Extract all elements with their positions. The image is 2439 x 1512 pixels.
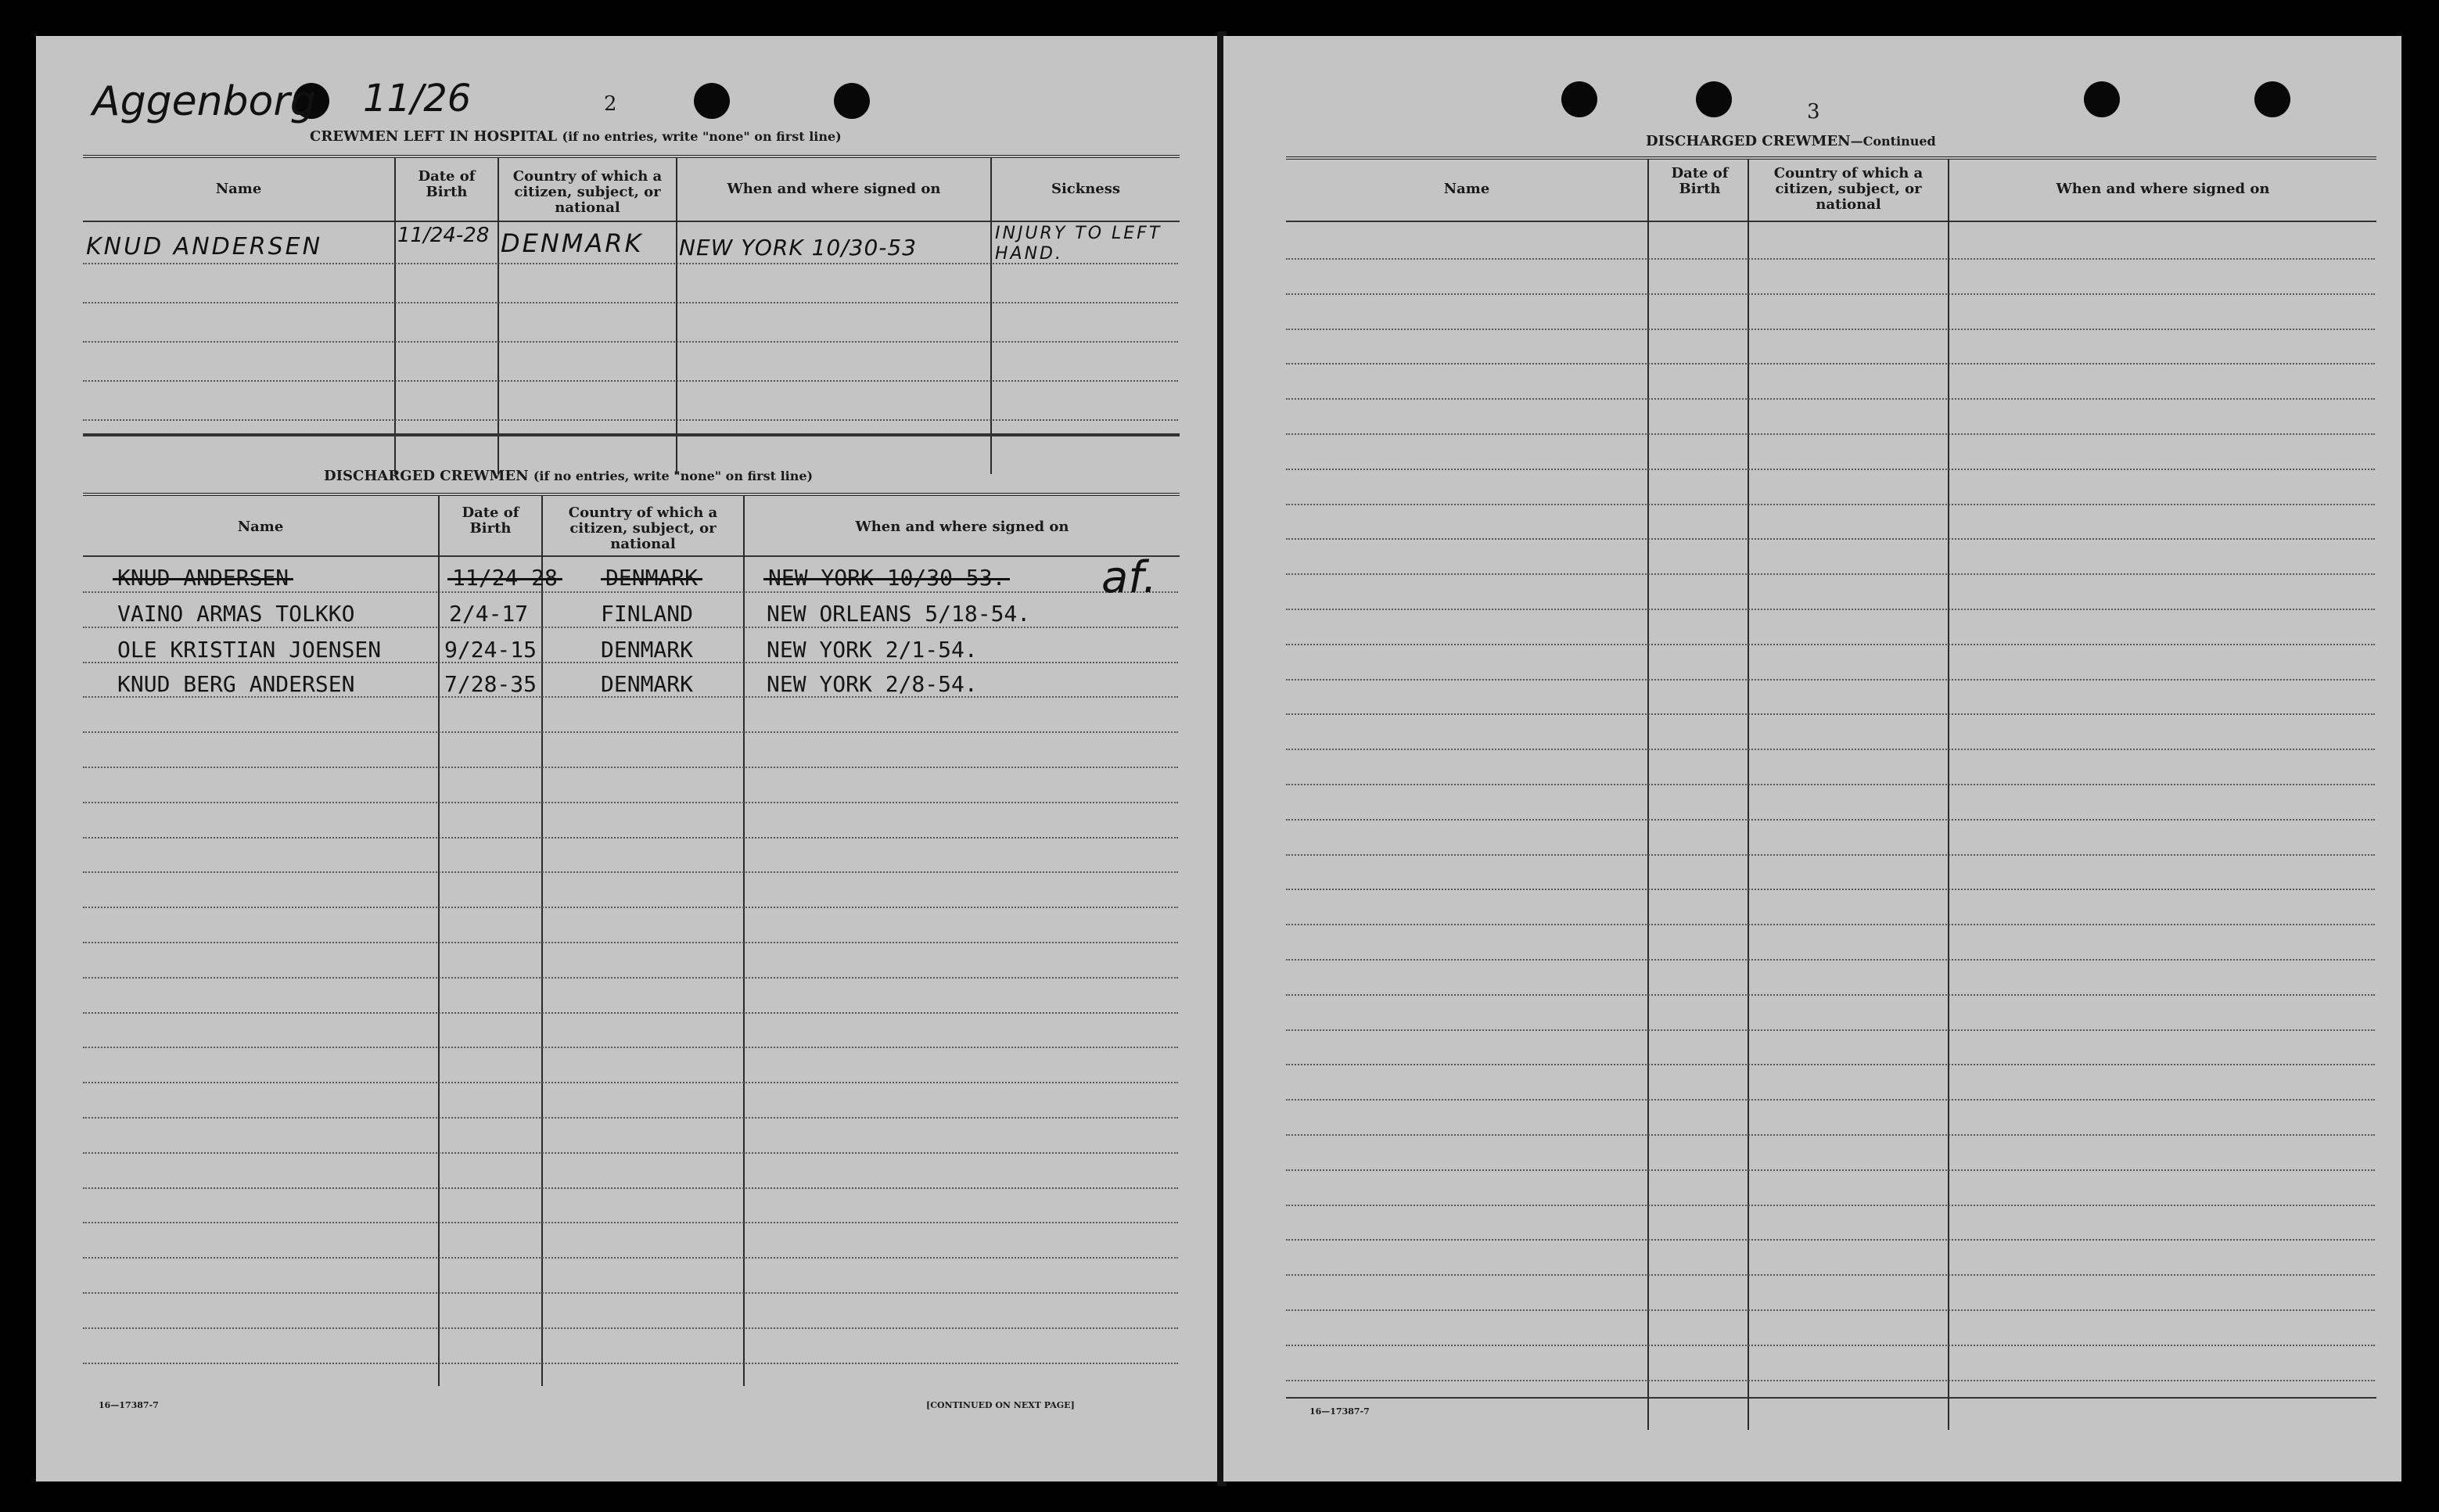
ruled-line — [83, 1292, 1178, 1294]
discharged-row-country: DENMARK — [605, 565, 699, 591]
continued-note: [CONTINUED ON NEXT PAGE] — [926, 1400, 1075, 1410]
ruled-line — [83, 627, 1178, 628]
col-header-dob: Date of Birth — [1671, 165, 1729, 197]
ruled-line — [1286, 784, 2375, 785]
col-header-name: Name — [237, 519, 284, 535]
hospital-row-country: DENMARK — [501, 228, 644, 258]
discharged-row-country: FINLAND — [601, 601, 694, 627]
discharged-continued-title: DISCHARGED CREWMEN—Continued — [1646, 133, 1936, 149]
col-header-country: Country of which a citizen, subject, or national — [1773, 165, 1924, 213]
col-header-name: Name — [1443, 181, 1490, 197]
discharged-row-signed-on: NEW YORK 2/1-54. — [767, 637, 978, 663]
ruled-line — [1286, 1099, 2375, 1101]
ruled-line — [1286, 749, 2375, 750]
discharged-row-signed-on: NEW ORLEANS 5/18-54. — [767, 601, 1031, 627]
ruled-line — [1286, 889, 2375, 890]
handwritten-name: Aggenborg — [92, 78, 316, 125]
ruled-line — [1286, 1309, 2375, 1311]
col-header-name: Name — [215, 181, 262, 197]
ruled-line — [83, 871, 1178, 873]
discharged-row-country: DENMARK — [601, 671, 694, 697]
ruled-line — [1286, 994, 2375, 996]
ruled-line — [1286, 433, 2375, 435]
hospital-row-sickness: INJURY TO LEFT HAND. — [995, 224, 1162, 264]
ruled-line — [1286, 854, 2375, 856]
hospital-row-dob: 11/24-28 — [397, 224, 490, 247]
ruled-line — [1286, 293, 2375, 295]
ruled-line — [1286, 1380, 2375, 1381]
ruled-line — [83, 1257, 1178, 1259]
ruled-line — [83, 1222, 1178, 1223]
ruled-line — [1286, 363, 2375, 365]
ruled-line — [83, 1082, 1178, 1083]
ruled-line — [1286, 644, 2375, 645]
ruled-line — [1286, 1134, 2375, 1136]
col-header-signed-on: When and where signed on — [727, 181, 941, 197]
col-header-country: Country of which a citizen, subject, or national — [568, 505, 718, 552]
ruled-line — [83, 802, 1178, 803]
ruled-line — [1286, 959, 2375, 961]
ruled-line — [83, 1152, 1178, 1154]
ruled-line — [83, 837, 1178, 839]
ruled-line — [1286, 609, 2375, 610]
right-page — [1223, 36, 2401, 1481]
ruled-line — [1286, 504, 2375, 505]
col-header-country: Country of which a citizen, subject, or national — [512, 168, 663, 216]
ruled-line — [1286, 1169, 2375, 1171]
discharged-row-dob: 9/24-15 — [444, 637, 537, 663]
ruled-line — [1286, 1205, 2375, 1206]
ruled-line — [83, 942, 1178, 943]
ruled-line — [1286, 819, 2375, 821]
ruled-line — [1286, 713, 2375, 715]
form-number: 16—17387-7 — [99, 1400, 159, 1410]
ruled-line — [1286, 538, 2375, 540]
col-header-dob: Date of Birth — [418, 168, 476, 200]
ruled-line — [1286, 1064, 2375, 1065]
handwritten-date: 11/26 — [363, 77, 472, 120]
hospital-section-title: CREWMEN LEFT IN HOSPITAL (if no entries, write "none" on first line) — [310, 128, 842, 145]
ruled-line — [1286, 329, 2375, 330]
discharged-row-signed-on: NEW YORK 10/30-53. — [768, 565, 1006, 591]
punch-hole — [2254, 81, 2290, 117]
ruled-line — [83, 1047, 1178, 1048]
page-number: 2 — [604, 92, 617, 116]
ruled-line — [1286, 469, 2375, 470]
ruled-line — [83, 907, 1178, 908]
ruled-line — [1286, 1345, 2375, 1346]
ruled-line — [83, 977, 1178, 979]
punch-hole — [1561, 81, 1597, 117]
ruled-line — [1286, 398, 2375, 400]
discharged-row-name: KNUD BERG ANDERSEN — [117, 671, 355, 697]
ruled-line — [83, 731, 1178, 733]
left-page — [36, 36, 1220, 1481]
discharged-section-title: DISCHARGED CREWMEN (if no entries, write "none" on first line) — [324, 468, 814, 484]
ruled-line — [83, 1327, 1178, 1329]
ruled-line — [83, 1012, 1178, 1014]
ruled-line — [1286, 573, 2375, 575]
col-header-signed-on: When and where signed on — [2056, 181, 2270, 197]
ruled-line — [1286, 1239, 2375, 1241]
discharged-row-name: KNUD ANDERSEN — [117, 565, 289, 591]
discharged-row-dob: 2/4-17 — [449, 601, 529, 627]
discharged-row-name: VAINO ARMAS TOLKKO — [117, 601, 355, 627]
punch-hole — [2084, 81, 2120, 117]
hospital-row-signed-on: NEW YORK 10/30-53 — [679, 235, 918, 260]
ruled-line — [1286, 258, 2375, 260]
col-header-dob: Date of Birth — [462, 505, 519, 537]
punch-hole — [694, 83, 730, 119]
hospital-row-name: KNUD ANDERSEN — [86, 233, 323, 260]
initials: af. — [1101, 552, 1157, 603]
ruled-line — [1286, 924, 2375, 925]
col-header-sickness: Sickness — [1051, 181, 1121, 197]
ruled-line — [1286, 1274, 2375, 1276]
discharged-row-dob: 11/24-28 — [452, 565, 558, 591]
ruled-line — [83, 1187, 1178, 1189]
ruled-line — [1286, 1029, 2375, 1031]
ruled-line — [83, 767, 1178, 768]
form-number: 16—17387-7 — [1309, 1406, 1370, 1417]
page-number: 3 — [1807, 100, 1820, 124]
punch-hole — [1696, 81, 1732, 117]
punch-hole — [834, 83, 870, 119]
discharged-row-signed-on: NEW YORK 2/8-54. — [767, 671, 978, 697]
col-header-signed-on: When and where signed on — [855, 519, 1069, 535]
discharged-row-name: OLE KRISTIAN JOENSEN — [117, 637, 382, 663]
discharged-row-country: DENMARK — [601, 637, 694, 663]
ruled-line — [83, 1363, 1178, 1364]
ruled-line — [1286, 679, 2375, 681]
discharged-row-dob: 7/28-35 — [444, 671, 537, 697]
ruled-line — [83, 1117, 1178, 1119]
ruled-line — [83, 591, 1178, 593]
